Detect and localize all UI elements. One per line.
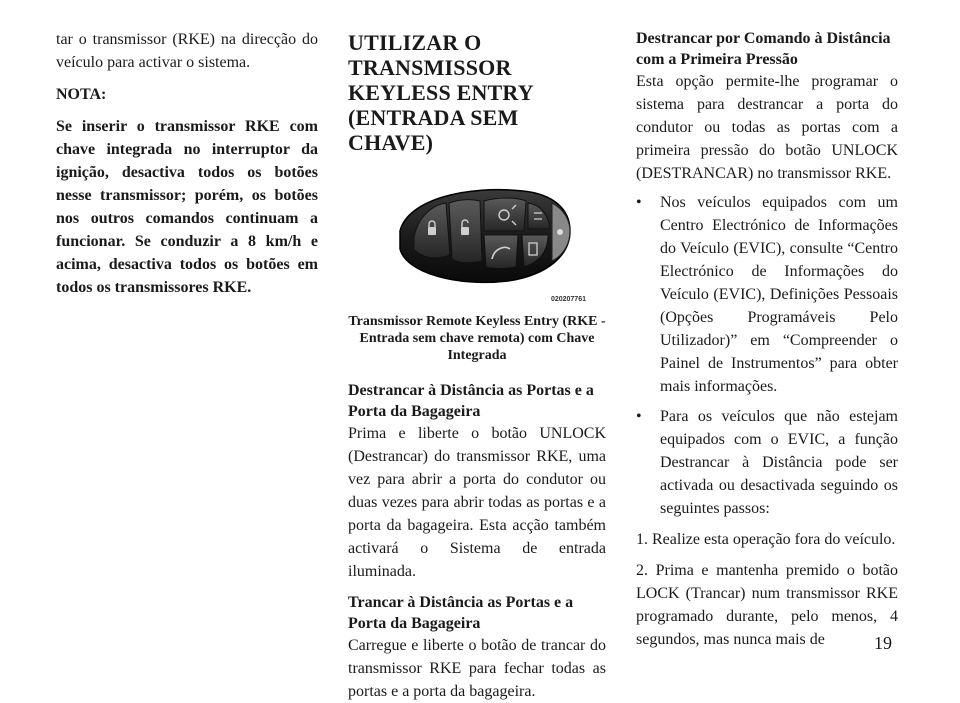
subheading-first-press: Destrancar por Comando à Distância com a Primeira Pressão: [636, 30, 891, 68]
left-column: [56, 28, 318, 299]
figure-code: 020207761: [550, 296, 586, 303]
middle-column: [348, 28, 606, 703]
page-number: 19: [874, 633, 892, 653]
unlock-button-icon: [449, 200, 482, 263]
first-press-paragraph: Esta opção permite-lhe programar o sistema para destrancar a porta do condutor ou todas as portas com a primeira pressão do botão UNLOCK (DESTRANCAR) no transmissor RKE.: [636, 73, 898, 182]
note-text: Se inserir o transmissor RKE com chave integrada no interruptor da ignição, desactiva todos os botões nesse transmissor; porém, os botões nos outros comandos continuam a funcionar. Se conduzir a 8 km/h e acima, desactiva todos os botões em todos os transmissores RKE.: [56, 118, 318, 296]
remote-unlock-paragraph: Prima e liberte o botão UNLOCK (Destrancar) do transmissor RKE, uma vez para abrir a porta do condutor ou duas vezes para abrir todas as portas e a porta da bagageira. Esta acção também activará o Sistema de entrada iluminada.: [348, 425, 606, 580]
remote-lock-paragraph: Carregue e liberte o botão de trancar do transmissor RKE para fechar todas as portas e a porta da bagageira.: [348, 637, 606, 700]
remote-start-button-icon: [484, 198, 526, 231]
list-item: • Para os veículos que não estejam equipados com o EVIC, a função Destrancar à Distância pode ser activada ou desactivada seguindo os seguintes passos:: [636, 405, 898, 520]
note-label: NOTA:: [56, 86, 107, 103]
bullet-list: [636, 191, 898, 520]
figure-caption: Transmissor Remote Keyless Entry (RKE - Entrada sem chave remota) com Chave Integrada: [348, 314, 606, 363]
step-2: 2. Prima e mantenha premido o botão LOCK (Trancar) num transmissor RKE programado durante, pelo menos, 4 segundos, mas nunca mais de: [636, 562, 898, 648]
list-item: • Nos veículos equipados com um Centro Electrónico de Informações do Veículo (EVIC), consulte “Centro Electrónico de Informações do Veículo (EVIC), Definições Pessoais (Opções Programáveis Pelo Utilizador)” em “Compreender o Painel de Instrumentos” para obter mais informações.: [636, 191, 898, 398]
intro-paragraph: tar o transmissor (RKE) na direcção do veículo para activar o sistema.: [56, 31, 318, 71]
liftgate-button-icon: [484, 235, 518, 269]
key-fob-figure: [348, 169, 606, 309]
key-fob-illustration: [348, 169, 606, 309]
step-1: 1. Realize esta operação fora do veículo.: [636, 531, 896, 548]
right-column: [636, 28, 898, 651]
subheading-remote-unlock: Destrancar à Distância as Portas e a Porta da Bagageira: [348, 382, 594, 420]
section-heading: UTILIZAR O TRANSMISSOR KEYLESS ENTRY (ENTRADA SEM CHAVE): [348, 30, 534, 155]
subheading-remote-lock: Trancar à Distância as Portas e a Porta da Bagageira: [348, 594, 574, 632]
